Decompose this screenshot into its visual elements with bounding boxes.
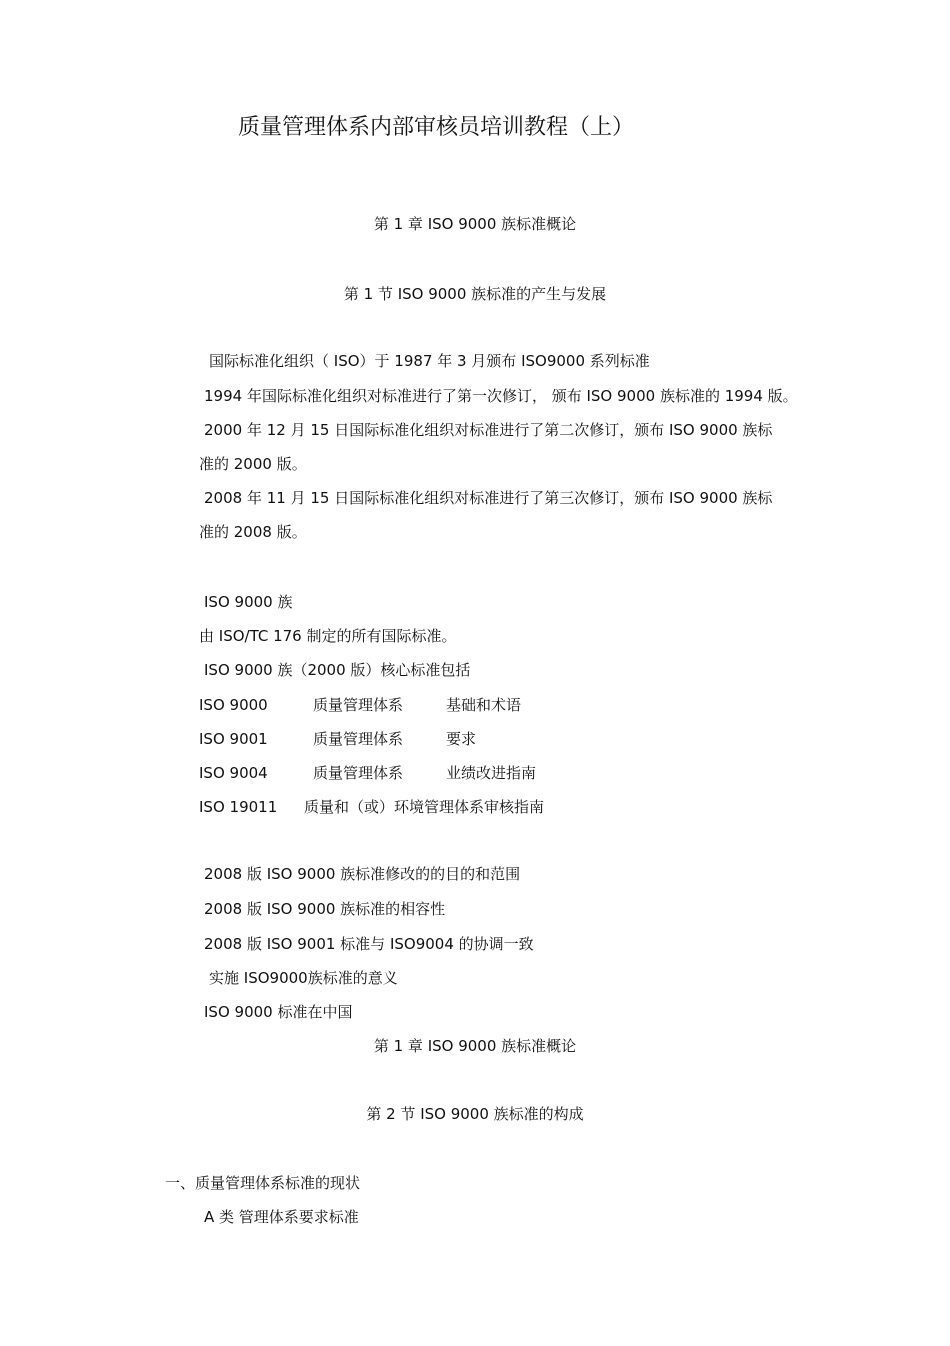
topic-line: 2008 版 ISO 9000 族标准的相容性 [204,900,446,918]
section-heading: 第 2 节 ISO 9000 族标准的构成 [366,1105,584,1123]
core-standard-row [199,763,536,783]
core-heading: ISO 9000 族（2000 版）核心标准包括 [204,661,471,679]
core-standard-row [199,797,544,817]
standard-code: ISO 9001 [199,730,268,748]
standard-desc: 要求 [446,730,477,748]
standard-code: ISO 9000 [199,696,268,714]
family-definition: 由 ISO/TC 176 制定的所有国际标准。 [199,627,457,645]
core-standard-row [199,695,521,715]
chapter-heading: 第 1 章 ISO 9000 族标准概论 [373,1037,577,1055]
history-line: 国际标准化组织（ ISO）于 1987 年 3 月颁布 ISO9000 系列标准 [209,352,650,370]
class-a-line: A 类 管理体系要求标准 [204,1208,359,1226]
standard-name: 质量管理体系 [313,730,404,748]
history-line: 2000 年 12 月 15 日国际标准化组织对标准进行了第二次修订，颁布 ISO 9000 族标 [204,421,773,439]
standard-name: 质量和（或）环境管理体系审核指南 [304,798,545,816]
topic-line: 2008 版 ISO 9001 标准与 ISO9004 的协调一致 [204,935,534,953]
standard-desc: 业绩改进指南 [446,764,537,782]
history-line: 准的 2000 版。 [199,455,307,473]
standard-desc: 基础和术语 [446,696,522,714]
history-line: 2008 年 11 月 15 日国际标准化组织对标准进行了第三次修订，颁布 ISO 9000 族标 [204,489,773,507]
history-line: 1994 年国际标准化组织对标准进行了第一次修订， 颁布 ISO 9000 族标准的 1994 版。 [204,387,798,405]
standard-name: 质量管理体系 [313,696,404,714]
topic-line: 2008 版 ISO 9000 族标准修改的的目的和范围 [204,865,521,883]
standard-code: ISO 19011 [199,798,278,816]
history-line: 准的 2008 版。 [199,523,307,541]
core-standard-row [199,729,476,749]
document-title: 质量管理体系内部审核员培训教程（上） [238,115,635,140]
topic-line: 实施 ISO9000族标准的意义 [209,969,398,987]
chapter-heading: 第 1 章 ISO 9000 族标准概论 [373,215,577,233]
topic-line: ISO 9000 标准在中国 [204,1003,353,1021]
family-heading: ISO 9000 族 [204,593,293,611]
part-heading: 一、质量管理体系标准的现状 [165,1174,361,1192]
section-heading: 第 1 节 ISO 9000 族标准的产生与发展 [343,285,607,303]
standard-code: ISO 9004 [199,764,268,782]
standard-name: 质量管理体系 [313,764,404,782]
